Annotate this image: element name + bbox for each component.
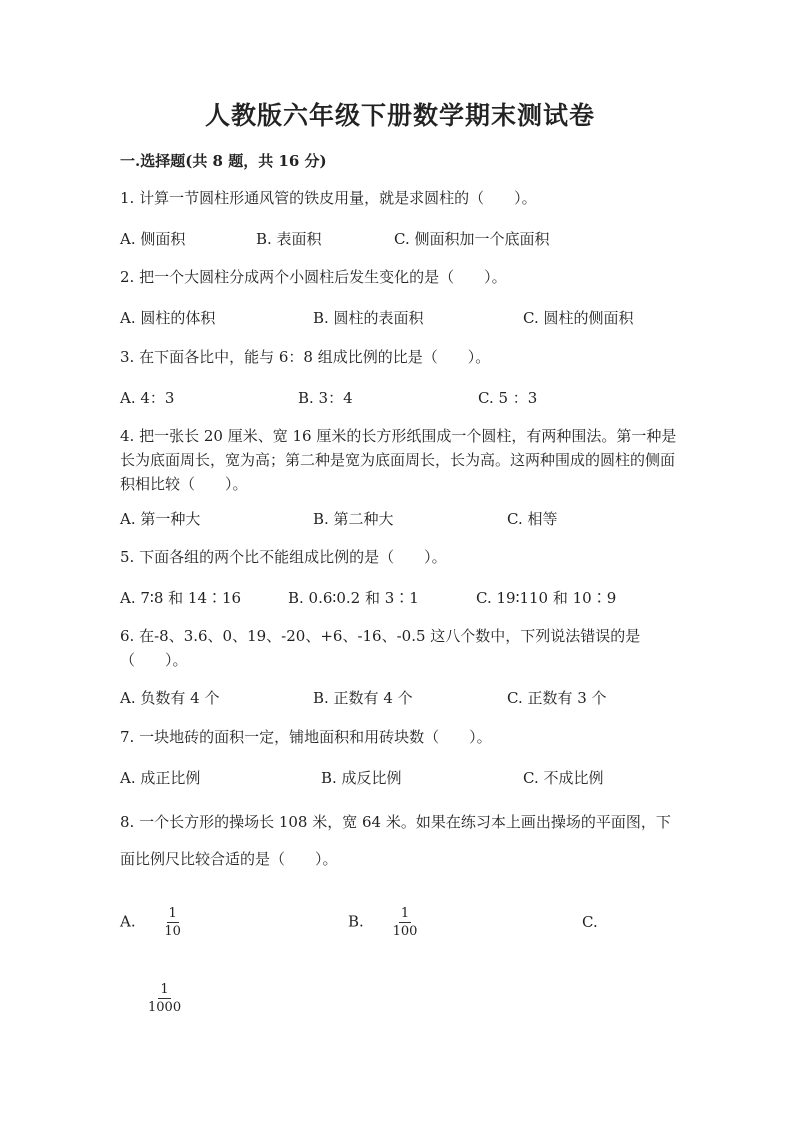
question-6: 6. 在-8、3.6、0、19、-20、+6、-16、-0.5 这八个数中，下列说法错误的是（ ）。 xyxy=(120,627,641,669)
question-6-options xyxy=(120,687,680,709)
option-c[interactable]: C. 5 ：3 xyxy=(478,389,538,407)
page-title: 人教版六年级下册数学期末测试卷 xyxy=(204,101,595,130)
option-b[interactable]: B. 成反比例 xyxy=(321,769,402,787)
question-1: 1. 计算一节圆柱形通风管的铁皮用量，就是求圆柱的（ ）。 xyxy=(120,189,537,207)
option-label: A. xyxy=(120,912,136,931)
question-7: 7. 一块地砖的面积一定，铺地面积和用砖块数（ ）。 xyxy=(120,728,492,746)
option-c[interactable]: C. 相等 xyxy=(507,510,558,528)
option-a[interactable]: A. 成正比例 xyxy=(120,769,201,787)
option-b[interactable]: B. 圆柱的表面积 xyxy=(313,309,424,327)
question-3-options xyxy=(120,387,680,409)
fraction-numerator: 1 xyxy=(160,982,169,997)
option-c[interactable] xyxy=(582,913,598,931)
option-c[interactable]: C. 圆柱的侧面积 xyxy=(523,309,634,327)
option-b[interactable]: B. 正数有 4 个 xyxy=(313,689,413,707)
option-a[interactable]: A. 圆柱的体积 xyxy=(120,309,216,327)
option-c[interactable]: C. 正数有 3 个 xyxy=(507,689,607,707)
question-2: 2. 把一个大圆柱分成两个小圆柱后发生变化的是（ ）。 xyxy=(120,268,507,286)
option-b[interactable] xyxy=(348,906,419,939)
option-b[interactable]: B. 0.6∶0.2 和 3∶1 xyxy=(288,589,419,607)
option-a[interactable] xyxy=(120,906,183,939)
option-label: B. xyxy=(348,912,364,931)
fraction-numerator: 1 xyxy=(168,906,177,921)
option-b[interactable]: B. 表面积 xyxy=(256,230,322,248)
fraction-1-100 xyxy=(391,906,420,939)
fraction-denominator: 100 xyxy=(392,924,418,939)
option-c[interactable]: C. 不成比例 xyxy=(523,769,604,787)
question-5-options xyxy=(120,587,680,609)
fraction-1-10 xyxy=(162,906,183,939)
option-a[interactable]: A. 7∶8 和 14∶16 xyxy=(120,589,242,607)
question-5: 5. 下面各组的两个比不能组成比例的是（ ）。 xyxy=(120,548,447,566)
fraction-numerator: 1 xyxy=(400,906,410,921)
question-7-options xyxy=(120,767,680,789)
question-8: 8. 一个长方形的操场长 108 米，宽 64 米。如果在练习本上画出操场的平面图，下面比例尺比较合适的是（ ）。 xyxy=(120,813,671,868)
fraction-1-1000 xyxy=(146,982,183,1015)
question-1-options xyxy=(120,228,680,250)
option-c-value xyxy=(124,982,183,1015)
option-a[interactable]: A. 侧面积 xyxy=(120,230,186,248)
fraction-denominator: 10 xyxy=(164,924,181,939)
question-3: 3. 在下面各比中，能与 6：8 组成比例的比是（ ）。 xyxy=(120,348,491,366)
question-2-options xyxy=(120,307,680,329)
question-4: 4. 把一张长 20 厘米、宽 16 厘米的长方形纸围成一个圆柱，有两种围法。第一种是长为底面周长，宽为高；第二种是宽为底面周长，长为高。这两种围成的圆柱的侧面积相比较（ ）。 xyxy=(120,427,677,493)
question-4-options xyxy=(120,508,680,530)
option-label: C. xyxy=(582,913,598,931)
fraction-denominator: 1000 xyxy=(148,1000,182,1015)
option-a[interactable]: A. 负数有 4 个 xyxy=(120,689,220,707)
option-b[interactable]: B. 第二种大 xyxy=(313,510,394,528)
option-c[interactable]: C. 侧面积加一个底面积 xyxy=(394,230,550,248)
section-heading: 一.选择题(共 8 题，共 16 分) xyxy=(120,152,327,170)
option-a[interactable]: A. 第一种大 xyxy=(120,510,201,528)
option-b[interactable]: B. 3：4 xyxy=(298,389,353,407)
option-c[interactable]: C. 19∶110 和 10∶9 xyxy=(476,589,617,607)
option-a[interactable]: A. 4：3 xyxy=(120,389,175,407)
